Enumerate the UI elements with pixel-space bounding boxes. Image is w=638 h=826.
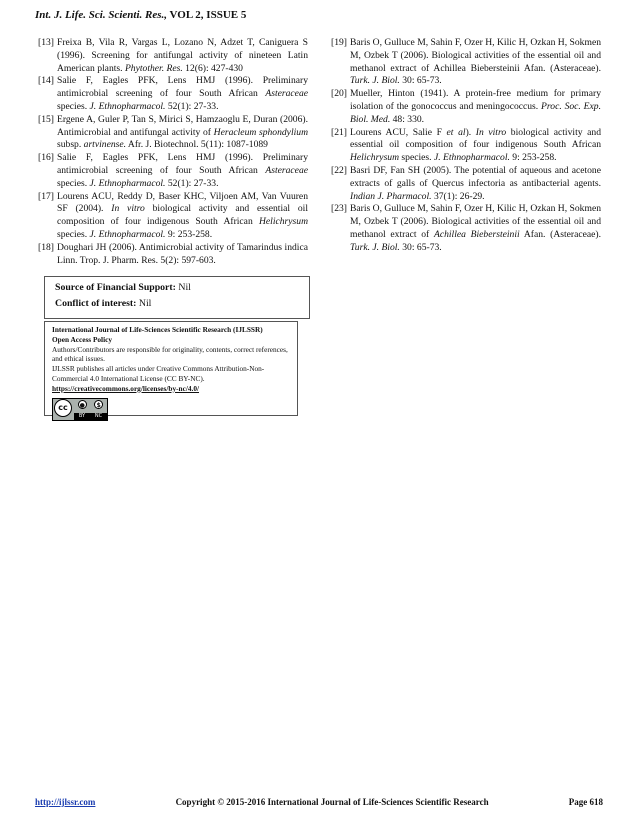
reference-text: species.	[399, 152, 434, 164]
funding-box	[44, 276, 310, 319]
reference-entry	[38, 191, 308, 242]
cc-icons	[74, 399, 107, 409]
reference-text: biological activity and essential oil composition of four indigenous South African	[57, 203, 308, 228]
reference-text: Lourens ACU, Reddy D, Baser KHC, Viljoen AM, Van Vuuren SF (2004).	[57, 190, 308, 215]
reference-number: [23]	[331, 203, 347, 215]
reference-entry	[331, 37, 601, 88]
reference-text: species.	[57, 177, 90, 189]
reference-number: [19]	[331, 37, 347, 48]
license-title: International Journal of Life-Sciences Scientific Research (IJLSSR)	[52, 325, 263, 334]
reference-entry	[38, 114, 308, 152]
license-link[interactable]: https://creativecommons.org/licenses/by-nc/4.0/	[52, 383, 199, 393]
reference-text: Indian J. Pharmacol.	[350, 190, 432, 202]
reference-text: species.	[57, 100, 90, 112]
reference-text: biological activity and essential oil composition of four indigenous South African	[350, 126, 601, 151]
page-number: Page 618	[568, 797, 603, 807]
reference-text: Ergene A, Guler P, Tan S, Mirici S, Hamzaoglu E, Duran (2006). Antimicrobial and antifungal activity of	[57, 113, 308, 138]
reference-text: 30: 65-73.	[399, 241, 442, 253]
reference-number: [17]	[38, 190, 54, 202]
reference-text: Basri DF, Fan SH (2005). The potential of aqueous and acetone extracts of galls of Quercus infectoria as antibacterial agents.	[350, 164, 601, 189]
cc-badge-bar	[74, 413, 107, 420]
reference-number: [14]	[38, 75, 54, 87]
financial-support-label: Source of Financial Support:	[55, 282, 176, 293]
reference-entry	[331, 88, 601, 126]
reference-text: Turk. J. Biol.	[350, 75, 400, 87]
reference-entry	[331, 165, 601, 203]
cc-badge-right	[74, 399, 107, 420]
reference-text: 30: 65-73.	[399, 75, 442, 87]
conflict-line	[55, 296, 309, 312]
reference-text: 48: 330.	[390, 113, 425, 125]
reference-number: [22]	[331, 164, 347, 176]
license-box	[44, 321, 298, 419]
reference-text: Helichrysum	[258, 216, 308, 228]
reference-text: 9: 253-258.	[509, 152, 557, 164]
reference-text: Asteraceae	[265, 88, 308, 100]
reference-entry	[38, 152, 308, 190]
reference-text: Doughari JH (2006). Antimicrobial activity of Tamarindus indica Linn. Trop. J. Pharm. Res. 5(2): 597-603.	[57, 241, 308, 266]
reference-entry	[331, 203, 601, 254]
reference-text: et al	[446, 126, 466, 138]
reference-text: 9: 253-258.	[165, 228, 213, 240]
copyright-text: Copyright © 2015-2016 International Journal of Life-Sciences Scientific Research	[175, 797, 489, 807]
reference-text: In vitro	[111, 203, 145, 215]
reference-entry	[38, 242, 308, 268]
conflict-label: Conflict of interest:	[55, 298, 137, 309]
reference-text: ).	[465, 126, 476, 138]
volume-issue: VOL 2, ISSUE 5	[167, 9, 247, 21]
reference-number: [21]	[331, 126, 347, 138]
reference-text: species.	[57, 228, 90, 240]
page-footer	[35, 797, 603, 807]
noncommercial-icon: $	[94, 400, 103, 409]
reference-text: Afr. J. Biotechnol. 5(11): 1087-1089	[126, 139, 268, 151]
reference-text: J. Ethnopharmacol.	[89, 100, 166, 112]
license-policy: Open Access Policy	[52, 334, 112, 344]
reference-text: Helichrysum	[350, 152, 400, 164]
license-statement: IJLSSR publishes all articles under Creative Commons Attribution-Non-Commercial 4.0 International License (CC BY-NC).	[52, 364, 265, 383]
references-right-column	[331, 37, 601, 255]
reference-text: 37(1): 26-29.	[431, 190, 485, 202]
running-header	[35, 9, 246, 21]
financial-support-value: Nil	[175, 282, 191, 293]
reference-number: [15]	[38, 113, 54, 125]
cc-by-nc-badge[interactable]	[52, 398, 108, 421]
reference-entry	[38, 75, 308, 113]
journal-url-link[interactable]: http://ijlssr.com	[35, 797, 96, 807]
reference-text: Afan. (Asteraceae).	[519, 228, 602, 240]
reference-text: Lourens ACU, Salie F	[350, 126, 447, 138]
license-responsibility: Authors/Contributors are responsible for originality, contents, correct references, and ethical issues.	[52, 344, 288, 364]
journal-name: Int. J. Life. Sci. Scienti. Res.,	[35, 9, 167, 21]
reference-text: J. Ethnopharmacol.	[433, 152, 510, 164]
reference-text: 52(1): 27-33.	[165, 177, 219, 189]
cc-nc-label: NC	[94, 412, 103, 419]
reference-number: [16]	[38, 152, 54, 164]
references-left-column	[38, 37, 308, 267]
reference-text: Baris O, Gulluce M, Sahin F, Ozer H, Kilic H, Ozkan H, Sokmen M, Ozbek T (2006). Biological activities of the essential oil and methanol extract of Achillea Biebersteinii Afan. (Asteraceae).	[350, 37, 601, 74]
attribution-person-icon: ●	[79, 401, 85, 409]
reference-text: Salie F, Eagles PFK, Lens HMJ (1996). Preliminary antimicrobial screening of four South African	[57, 152, 308, 176]
reference-entry	[38, 37, 308, 75]
reference-text: In vitro	[475, 126, 507, 138]
reference-text: subsp.	[57, 139, 84, 151]
cc-icon: cc	[54, 399, 72, 417]
reference-text: J. Ethnopharmacol.	[89, 228, 166, 240]
reference-text: Mueller, Hinton (1941). A protein-free medium for primary isolation of the gonococcus and meningococcus.	[350, 88, 601, 112]
reference-number: [18]	[38, 241, 54, 253]
reference-text: Achillea Biebersteinii	[433, 228, 520, 240]
financial-support-line	[55, 280, 309, 296]
reference-text: Heracleum sphondylium	[213, 126, 308, 138]
reference-text: Phytother. Res.	[124, 62, 183, 74]
cc-by-label: BY	[78, 412, 86, 419]
conflict-value: Nil	[136, 298, 152, 309]
reference-text: Baris O, Gulluce M, Sahin F, Ozer H, Kilic H, Ozkan H, Sokmen M, Ozbek T (2006). Biological activities of the essential oil and methanol extract of	[350, 203, 601, 240]
reference-text: 12(6): 427-430	[182, 62, 243, 74]
reference-text: Asteraceae	[265, 164, 308, 176]
reference-text: Turk. J. Biol.	[350, 241, 400, 253]
reference-text: Salie F, Eagles PFK, Lens HMJ (1996). Preliminary antimicrobial screening of four South African	[57, 75, 308, 100]
reference-text: 52(1): 27-33.	[165, 100, 219, 112]
reference-number: [13]	[38, 37, 54, 48]
reference-text: Freixa B, Vila R, Vargas L, Lozano N, Adzet T, Caniguera S (1996). Screening for antifungal activity of nineteen Latin American plants.	[57, 37, 308, 74]
reference-entry	[331, 127, 601, 165]
reference-text: J. Ethnopharmacol.	[89, 177, 166, 189]
reference-number: [20]	[331, 88, 347, 100]
reference-text: Proc. Soc. Exp. Biol. Med.	[350, 100, 601, 125]
reference-text: artvinense.	[83, 139, 127, 151]
